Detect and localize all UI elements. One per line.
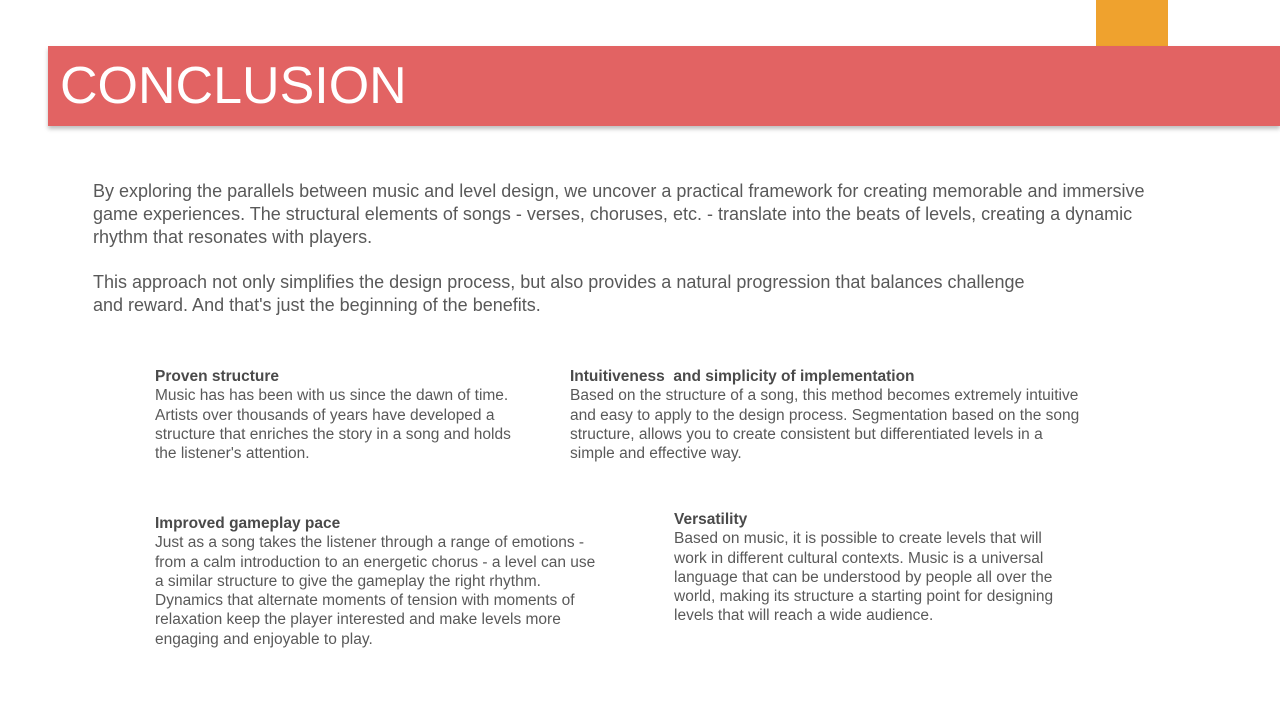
intro-paragraph-1: By exploring the parallels between music and level design, we uncover a practical framework for creating memorable and immersive game experiences. The structural elements of songs - verses, choruses, etc. - translate into the beats of levels, creating a dynamic rhythm that resonates with players. [93, 181, 1145, 247]
benefit-proven-structure [155, 367, 515, 463]
benefit-heading: Improved gameplay pace [155, 515, 341, 532]
accent-tab [1096, 0, 1168, 46]
slide-title: CONCLUSION [60, 57, 407, 115]
benefit-body: Based on the structure of a song, this method becomes extremely intuitive and easy to apply to the design process. Segmentation based on the song structure, allows you to create consistent but differentiated levels in a simple and effective way. [570, 387, 1080, 463]
benefit-heading: Versatility [674, 511, 748, 528]
benefit-heading: Proven structure [155, 368, 280, 385]
benefit-body: Music has has been with us since the dawn of time. Artists over thousands of years have developed a structure that enriches the story in a song and holds the listener's attention. [155, 387, 511, 463]
benefit-body: Just as a song takes the listener through a range of emotions - from a calm introduction to an energetic chorus - a level can use a similar structure to give the gameplay the right rhythm. Dynamics that alternate moments of tension with moments of relaxation keep the player interested and make levels more engaging and enjoyable to play. [155, 534, 596, 648]
benefit-gameplay-pace [155, 514, 605, 649]
intro-text [93, 180, 1173, 317]
benefit-intuitiveness [570, 367, 1090, 463]
title-bar [48, 46, 1280, 126]
benefit-heading: Intuitiveness and simplicity of implementation [570, 368, 915, 385]
benefit-body: Based on music, it is possible to create levels that will work in different cultural contexts. Music is a universal language that can be understood by people all over the world, making its structure a starting point for designing levels that will reach a wide audience. [674, 530, 1054, 625]
intro-paragraph-2: This approach not only simplifies the design process, but also provides a natural progression that balances challenge and reward. And that's just the beginning of the benefits. [93, 272, 1025, 315]
benefit-versatility [674, 510, 1064, 626]
